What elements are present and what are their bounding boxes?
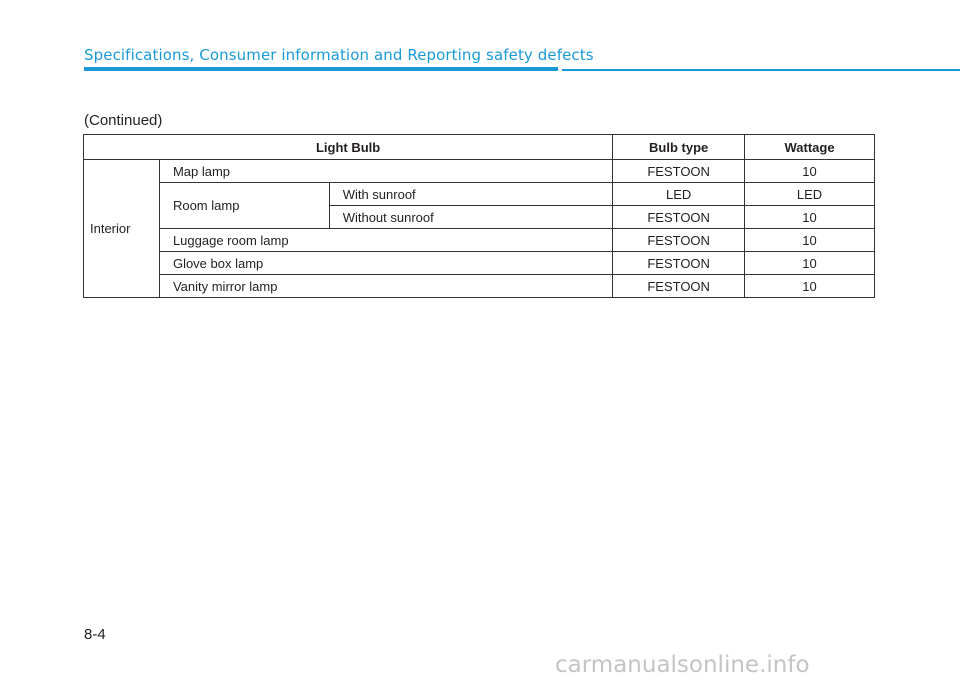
bulb-variant: With sunroof — [329, 183, 613, 206]
bulb-variant: Without sunroof — [329, 206, 613, 229]
page-number: 8-4 — [84, 626, 106, 643]
bulb-name: Room lamp — [159, 183, 329, 229]
section-rule-thick — [84, 67, 558, 71]
header-bulb-type: Bulb type — [613, 135, 745, 160]
table-row — [84, 252, 875, 275]
table-row — [84, 275, 875, 298]
header-light-bulb: Light Bulb — [84, 135, 613, 160]
bulb-type: FESTOON — [613, 275, 745, 298]
bulb-name: Glove box lamp — [159, 252, 612, 275]
group-interior: Interior — [84, 160, 160, 298]
table-header-row — [84, 135, 875, 160]
bulb-wattage: 10 — [745, 275, 875, 298]
bulb-wattage: 10 — [745, 160, 875, 183]
bulb-type: FESTOON — [613, 252, 745, 275]
bulb-type: FESTOON — [613, 160, 745, 183]
continued-label: (Continued) — [84, 112, 163, 129]
bulb-name: Map lamp — [159, 160, 612, 183]
bulb-wattage: 10 — [745, 229, 875, 252]
bulb-wattage: LED — [745, 183, 875, 206]
bulb-wattage: 10 — [745, 252, 875, 275]
section-title: Specifications, Consumer information and Reporting safety defects — [84, 46, 594, 64]
table-row — [84, 229, 875, 252]
table-row — [84, 160, 875, 183]
bulb-type: FESTOON — [613, 206, 745, 229]
light-bulb-table — [83, 134, 875, 298]
section-rule-thin — [562, 69, 960, 71]
watermark: carmanualsonline.info — [555, 652, 810, 678]
bulb-type: FESTOON — [613, 229, 745, 252]
bulb-type: LED — [613, 183, 745, 206]
bulb-wattage: 10 — [745, 206, 875, 229]
table-row — [84, 183, 875, 206]
bulb-name: Luggage room lamp — [159, 229, 612, 252]
header-wattage: Wattage — [745, 135, 875, 160]
bulb-name: Vanity mirror lamp — [159, 275, 612, 298]
